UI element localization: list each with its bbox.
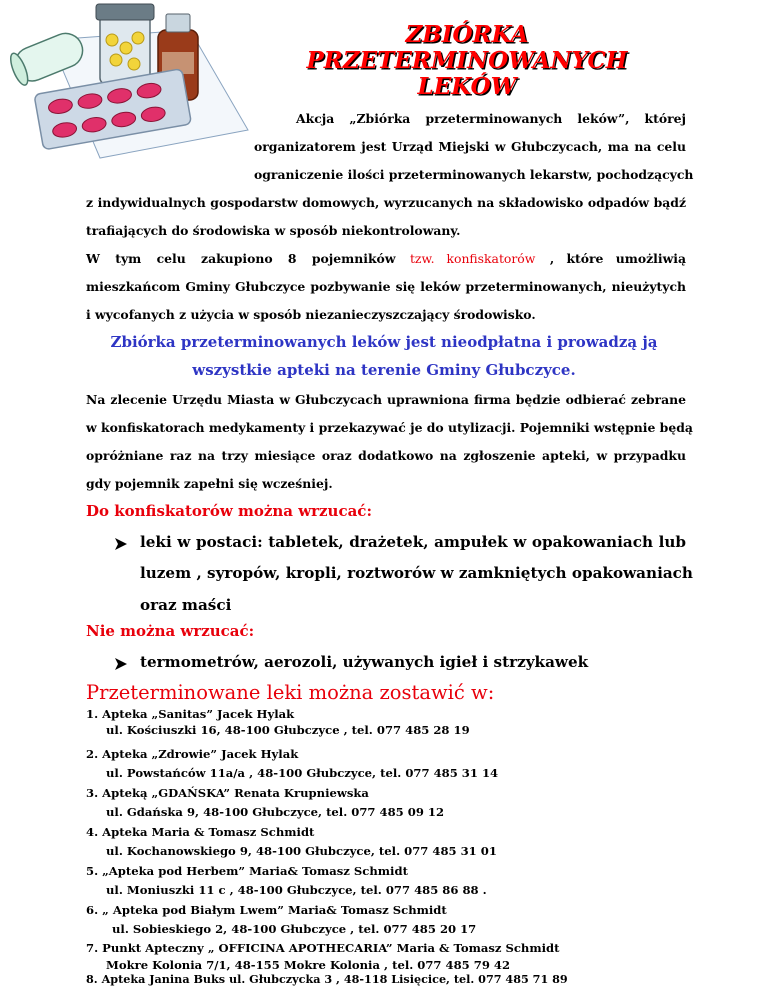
allowed-line-2: luzem , syropów, kropli, roztworów w zamkniętych opakowaniach <box>140 564 693 582</box>
medicine-clipart-icon <box>10 0 250 160</box>
arrowhead-bullet-icon <box>114 537 128 551</box>
pharmacy-2-address: ul. Powstańców 11a/a , 48-100 Głubczyce, tel. 077 485 31 14 <box>106 766 499 780</box>
containers-line-3: i wycofanych z użycia w sposób niezanieczyszczający środowisko. <box>86 307 536 322</box>
containers-text-b: , które umożliwią <box>549 251 686 266</box>
pharmacy-1-address: ul. Kościuszki 16, 48-100 Głubczyce , tel. 077 485 28 19 <box>106 723 470 737</box>
arrowhead-bullet-icon <box>114 657 128 671</box>
containers-line-2: mieszkańcom Gminy Głubczyce pozbywanie się leków przeterminowanych, nieużytych <box>86 279 686 294</box>
allowed-line-1: leki w postaci: tabletek, drażetek, ampułek w opakowaniach lub <box>140 533 686 551</box>
title-line-2: PRZETERMINOWANYCH <box>306 47 628 74</box>
collection-line-2: w konfiskatorach medykamenty i przekazywać je do utylizacji. Pojemniki wstępnie będą <box>86 420 693 435</box>
containers-text-a: W tym celu zakupiono 8 pojemników <box>86 251 396 266</box>
pharmacy-5-address: ul. Moniuszki 11 c , 48-100 Głubczyce, tel. 077 485 86 88 . <box>106 883 487 897</box>
title-line-3: LEKÓW <box>417 73 517 100</box>
containers-red-term: tzw. konfiskatorów <box>409 251 536 266</box>
allowed-line-3: oraz maści <box>140 596 232 614</box>
intro-line-4: z indywidualnych gospodarstw domowych, wyrzucanych na składowisko odpadów bądź <box>86 195 686 210</box>
collection-line-3: opróżniane raz na trzy miesiące oraz dodatkowo na zgłoszenie apteki, w przypadku <box>86 448 686 463</box>
pharmacy-6-name: 6. „ Apteka pod Białym Lwem” Maria& Tomasz Schmidt <box>86 903 447 917</box>
containers-line-1 <box>86 251 686 266</box>
pharmacy-2-name: 2. Apteka „Zdrowie” Jacek Hylak <box>86 747 299 761</box>
pharmacy-1-name: 1. Apteka „Sanitas” Jacek Hylak <box>86 707 295 721</box>
forbidden-heading: Nie można wrzucać: <box>86 622 255 640</box>
intro-line-5: trafiających do środowiska w sposób niekontrolowany. <box>86 223 461 238</box>
pharmacy-4-name: 4. Apteka Maria & Tomasz Schmidt <box>86 825 315 839</box>
pharmacies-heading: Przeterminowane leki można zostawić w: <box>86 681 495 704</box>
free-notice-line-2: wszystkie apteki na terenie Gminy Głubczyce. <box>192 361 576 379</box>
collection-line-4: gdy pojemnik zapełni się wcześniej. <box>86 476 333 491</box>
pharmacy-5-name: 5. „Apteka pod Herbem” Maria& Tomasz Schmidt <box>86 864 408 878</box>
page-title <box>282 22 652 100</box>
pharmacy-7-name: 7. Punkt Apteczny „ OFFICINA APOTHECARIA” Maria & Tomasz Schmidt <box>86 941 560 955</box>
forbidden-line-1: termometrów, aerozoli, używanych igieł i strzykawek <box>140 653 589 671</box>
intro-line-3: ograniczenie ilości przeterminowanych lekarstw, pochodzących <box>254 167 694 182</box>
collection-line-1: Na zlecenie Urzędu Miasta w Głubczycach uprawniona firma będzie odbierać zebrane <box>86 392 686 407</box>
free-notice-line-1: Zbiórka przeterminowanych leków jest nieodpłatna i prowadzą ją <box>110 333 658 351</box>
pharmacy-8-line: 8. Apteka Janina Buks ul. Głubczycka 3 , 48-118 Lisięcice, tel. 077 485 71 89 <box>86 972 568 986</box>
intro-line-2: organizatorem jest Urząd Miejski w Głubczycach, ma na celu <box>254 139 686 154</box>
pharmacy-3-name: 3. Apteką „GDAŃSKA” Renata Krupniewska <box>86 786 369 800</box>
title-line-1: ZBIÓRKA <box>405 21 529 48</box>
pharmacy-6-address: ul. Sobieskiego 2, 48-100 Głubczyce , tel. 077 485 20 17 <box>112 922 477 936</box>
pharmacy-7-address: Mokre Kolonia 7/1, 48-155 Mokre Kolonia , tel. 077 485 79 42 <box>106 958 511 972</box>
pharmacy-4-address: ul. Kochanowskiego 9, 48-100 Głubczyce, tel. 077 485 31 01 <box>106 844 497 858</box>
pharmacy-3-address: ul. Gdańska 9, 48-100 Głubczyce, tel. 077 485 09 12 <box>106 805 445 819</box>
intro-line-1: Akcja „Zbiórka przeterminowanych leków”, której <box>296 111 686 126</box>
allowed-heading: Do konfiskatorów można wrzucać: <box>86 502 372 520</box>
